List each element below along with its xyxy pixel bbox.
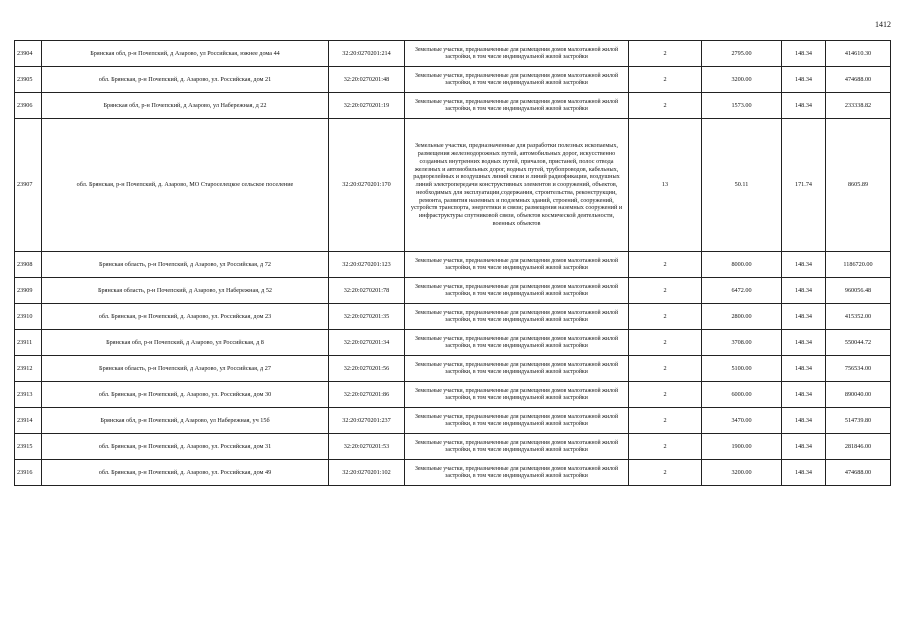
address-cell: Брянская обл, р-н Почепский, д Азарово, ул Российская, д 8	[42, 330, 329, 356]
specific-value-cell: 148.34	[782, 330, 826, 356]
table-row	[15, 252, 891, 278]
cadastral-value-cell: 8605.89	[826, 119, 891, 252]
specific-value-cell: 148.34	[782, 252, 826, 278]
cadastral-number-cell: 32:20:0270201:214	[329, 41, 405, 67]
specific-value-cell: 148.34	[782, 408, 826, 434]
row-number: 23905	[15, 67, 42, 93]
area-cell: 50.11	[702, 119, 782, 252]
group-code-cell: 2	[629, 434, 702, 460]
specific-value-cell: 148.34	[782, 434, 826, 460]
table-row	[15, 460, 891, 486]
cadastral-value-cell: 233338.82	[826, 93, 891, 119]
table-row	[15, 330, 891, 356]
address-cell: Брянская область, р-н Почепский, д Азарово, ул Российская, д 27	[42, 356, 329, 382]
address-cell: обл. Брянская, р-н Почепский, д. Азарово, ул. Российская, дом 21	[42, 67, 329, 93]
cadastral-value-cell: 414610.30	[826, 41, 891, 67]
group-code-cell: 2	[629, 41, 702, 67]
land-use-cell: Земельные участки, предназначенные для размещения домов малоэтажной жилой застройки, в том числе индивидуальной жилой застройки	[405, 434, 629, 460]
cadastral-value-table	[14, 40, 891, 486]
cadastral-value-cell: 960056.48	[826, 278, 891, 304]
specific-value-cell: 148.34	[782, 93, 826, 119]
table-row	[15, 408, 891, 434]
group-code-cell: 2	[629, 382, 702, 408]
address-cell: обл. Брянская, р-н Почепский, д. Азарово, МО Староселецкое сельское поселение	[42, 119, 329, 252]
specific-value-cell: 148.34	[782, 304, 826, 330]
address-cell: Брянская обл, р-н Почепский, д Азарово, ул Набережная, д 22	[42, 93, 329, 119]
area-cell: 2795.00	[702, 41, 782, 67]
row-number: 23916	[15, 460, 42, 486]
table-row	[15, 67, 891, 93]
group-code-cell: 2	[629, 304, 702, 330]
address-cell: обл. Брянская, р-н Почепский, д. Азарово, ул. Российская, дом 23	[42, 304, 329, 330]
cadastral-value-cell: 514739.80	[826, 408, 891, 434]
group-code-cell: 2	[629, 408, 702, 434]
area-cell: 3200.00	[702, 67, 782, 93]
cadastral-number-cell: 32:20:0270201:86	[329, 382, 405, 408]
specific-value-cell: 148.34	[782, 278, 826, 304]
land-use-cell: Земельные участки, предназначенные для размещения домов малоэтажной жилой застройки, в том числе индивидуальной жилой застройки	[405, 93, 629, 119]
table-row	[15, 41, 891, 67]
cadastral-number-cell: 32:20:0270201:34	[329, 330, 405, 356]
cadastral-number-cell: 32:20:0270201:123	[329, 252, 405, 278]
address-cell: обл. Брянская, р-н Почепский, д. Азарово, ул. Российская, дом 49	[42, 460, 329, 486]
land-use-cell: Земельные участки, предназначенные для размещения домов малоэтажной жилой застройки, в том числе индивидуальной жилой застройки	[405, 408, 629, 434]
table-row	[15, 434, 891, 460]
cadastral-number-cell: 32:20:0270201:53	[329, 434, 405, 460]
land-use-cell: Земельные участки, предназначенные для размещения домов малоэтажной жилой застройки, в том числе индивидуальной жилой застройки	[405, 382, 629, 408]
row-number: 23912	[15, 356, 42, 382]
cadastral-number-cell: 32:20:0270201:48	[329, 67, 405, 93]
specific-value-cell: 148.34	[782, 382, 826, 408]
group-code-cell: 2	[629, 460, 702, 486]
table-row	[15, 119, 891, 252]
address-cell: Брянская обл, р-н Почепский, д Азарово, ул Российская, южнее дома 44	[42, 41, 329, 67]
land-use-cell: Земельные участки, предназначенные для размещения домов малоэтажной жилой застройки, в том числе индивидуальной жилой застройки	[405, 356, 629, 382]
area-cell: 1573.00	[702, 93, 782, 119]
cadastral-number-cell: 32:20:0270201:102	[329, 460, 405, 486]
land-use-cell: Земельные участки, предназначенные для размещения домов малоэтажной жилой застройки, в том числе индивидуальной жилой застройки	[405, 67, 629, 93]
cadastral-value-cell: 756534.00	[826, 356, 891, 382]
cadastral-value-cell: 890040.00	[826, 382, 891, 408]
cadastral-number-cell: 32:20:0270201:170	[329, 119, 405, 252]
table-row	[15, 304, 891, 330]
cadastral-number-cell: 32:20:0270201:78	[329, 278, 405, 304]
row-number: 23911	[15, 330, 42, 356]
specific-value-cell: 171.74	[782, 119, 826, 252]
address-cell: Брянская область, р-н Почепский, д Азарово, ул Российская, д 72	[42, 252, 329, 278]
row-number: 23913	[15, 382, 42, 408]
row-number: 23914	[15, 408, 42, 434]
area-cell: 6000.00	[702, 382, 782, 408]
group-code-cell: 2	[629, 330, 702, 356]
row-number: 23907	[15, 119, 42, 252]
area-cell: 2800.00	[702, 304, 782, 330]
cadastral-number-cell: 32:20:0270201:19	[329, 93, 405, 119]
address-cell: Брянская область, р-н Почепский, д Азарово, ул Набережная, д 52	[42, 278, 329, 304]
specific-value-cell: 148.34	[782, 460, 826, 486]
specific-value-cell: 148.34	[782, 41, 826, 67]
group-code-cell: 2	[629, 356, 702, 382]
cadastral-value-cell: 474688.00	[826, 460, 891, 486]
specific-value-cell: 148.34	[782, 356, 826, 382]
page-number: 1412	[875, 20, 891, 29]
table-row	[15, 356, 891, 382]
land-use-cell: Земельные участки, предназначенные для размещения домов малоэтажной жилой застройки, в том числе индивидуальной жилой застройки	[405, 304, 629, 330]
land-use-cell: Земельные участки, предназначенные для разработки полезных ископаемых, размещения железнодорожных путей, автомобильных дорог, искусственно созданных внутренних водных путей, причалов, пристаней, полос отвода железных и автомобильных дорог, водных путей, трубопроводов, кабельных, радиорелейных и воздушных линий связи и линий радиофикации, воздушных линий электропередачи конструктивных элементов и сооружений, объектов, необходимых для эксплуатации,содержания, строительства, реконструкции, ремонта, развития наземных и подземных зданий, строений, сооружений, устройств транспорта, энергетики и связи; размещения наземных сооружений и инфраструктуры спутниковой связи, объектов космической деятельности, военных объектов	[405, 119, 629, 252]
area-cell: 1900.00	[702, 434, 782, 460]
land-use-cell: Земельные участки, предназначенные для размещения домов малоэтажной жилой застройки, в том числе индивидуальной жилой застройки	[405, 41, 629, 67]
area-cell: 3708.00	[702, 330, 782, 356]
group-code-cell: 2	[629, 67, 702, 93]
row-number: 23909	[15, 278, 42, 304]
row-number: 23904	[15, 41, 42, 67]
cadastral-number-cell: 32:20:0270201:35	[329, 304, 405, 330]
area-cell: 5100.00	[702, 356, 782, 382]
cadastral-value-cell: 550044.72	[826, 330, 891, 356]
table-row	[15, 278, 891, 304]
cadastral-number-cell: 32:20:0270201:237	[329, 408, 405, 434]
area-cell: 6472.00	[702, 278, 782, 304]
cadastral-value-cell: 281846.00	[826, 434, 891, 460]
cadastral-number-cell: 32:20:0270201:56	[329, 356, 405, 382]
land-use-cell: Земельные участки, предназначенные для размещения домов малоэтажной жилой застройки, в том числе индивидуальной жилой застройки	[405, 278, 629, 304]
group-code-cell: 13	[629, 119, 702, 252]
row-number: 23910	[15, 304, 42, 330]
address-cell: обл. Брянская, р-н Почепский, д. Азарово, ул. Российская, дом 31	[42, 434, 329, 460]
row-number: 23906	[15, 93, 42, 119]
area-cell: 3200.00	[702, 460, 782, 486]
row-number: 23915	[15, 434, 42, 460]
group-code-cell: 2	[629, 93, 702, 119]
cadastral-value-cell: 415352.00	[826, 304, 891, 330]
land-use-cell: Земельные участки, предназначенные для размещения домов малоэтажной жилой застройки, в том числе индивидуальной жилой застройки	[405, 252, 629, 278]
group-code-cell: 2	[629, 252, 702, 278]
row-number: 23908	[15, 252, 42, 278]
land-use-cell: Земельные участки, предназначенные для размещения домов малоэтажной жилой застройки, в том числе индивидуальной жилой застройки	[405, 460, 629, 486]
specific-value-cell: 148.34	[782, 67, 826, 93]
area-cell: 8000.00	[702, 252, 782, 278]
address-cell: Брянская обл, р-н Почепский, д Азарово, ул Набережная, уч 15б	[42, 408, 329, 434]
area-cell: 3470.00	[702, 408, 782, 434]
cadastral-value-cell: 474688.00	[826, 67, 891, 93]
table-row	[15, 93, 891, 119]
cadastral-value-cell: 1186720.00	[826, 252, 891, 278]
land-use-cell: Земельные участки, предназначенные для размещения домов малоэтажной жилой застройки, в том числе индивидуальной жилой застройки	[405, 330, 629, 356]
group-code-cell: 2	[629, 278, 702, 304]
table-row	[15, 382, 891, 408]
address-cell: обл. Брянская, р-н Почепский, д. Азарово, ул. Российская, дом 30	[42, 382, 329, 408]
